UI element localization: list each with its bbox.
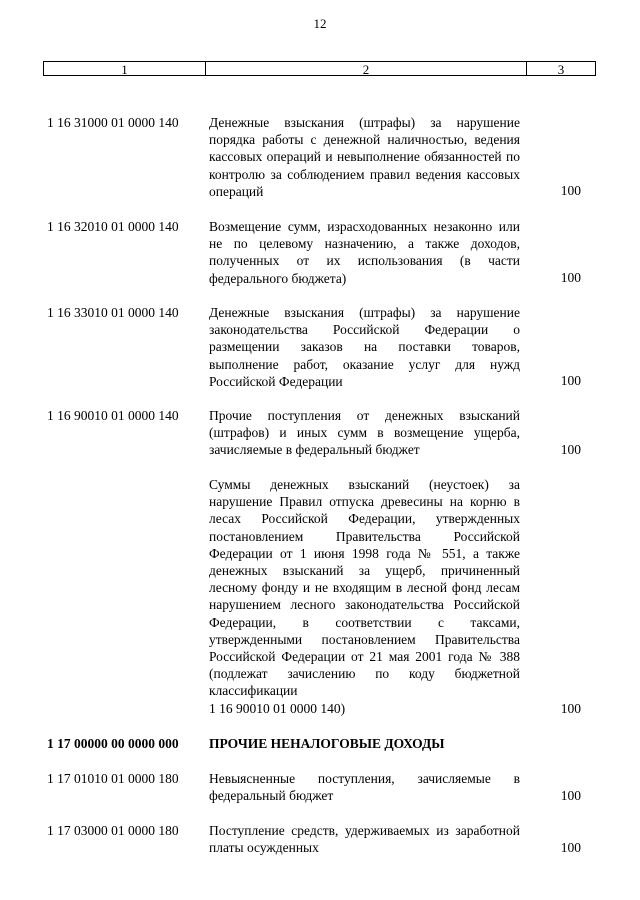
row-value: 100 [560,700,581,716]
row-value: 100 [560,442,581,457]
section-title: ПРОЧИЕ НЕНАЛОГОВЫЕ ДОХОДЫ [209,736,445,751]
row-description: Суммы денежных взысканий (неустоек) за нарушение Правил отпуска древесины на корню в лесах Российской Федерации, утвержденных постановлением Правительства Российской Федерации от 1 июня 1998 года № 551, а также денежных взысканий за ущерб, причиненный лесному фонду и не входящим в лесной фонд лесам нарушением лесного законодательства Российской Федерации, в соответствии с таксами, утвержденными постановлением Правительства Российской Федерации от 21 мая 2001 года № 388 (подлежат зачислению по коду бюджетной классификации [209,477,520,699]
row-code: 1 16 90010 01 0000 140 [47,408,179,423]
section-code: 1 17 00000 00 0000 000 [47,736,179,751]
row-code: 1 16 32010 01 0000 140 [47,219,179,234]
row-code: 1 17 01010 01 0000 180 [47,771,179,786]
row-value: 100 [560,373,581,388]
row-description: Денежные взыскания (штрафы) за нарушение порядка работы с денежной наличностью, ведения кассовых операций и невыполнение обязанностей по контролю за соблюдением правил ведения кассовых операций [209,115,520,199]
row-value: 100 [560,788,581,803]
row-value: 100 [560,840,581,855]
row-description: Возмещение сумм, израсходованных незаконно или не по целевому назначению, а также доходов, полученных от их использования (в части федерального бюджета) [209,219,520,286]
row-description: Невыясненные поступления, зачисляемые в федеральный бюджет [209,771,520,804]
column-header-3: 3 [557,62,565,77]
row-code: 1 17 03000 01 0000 180 [47,823,179,838]
row-description-tail: 1 16 90010 01 0000 140) [209,700,346,716]
row-description: Денежные взыскания (штрафы) за нарушение законодательства Российской Федерации о размещении заказов на поставки товаров, выполнение работ, оказание услуг для нужд Российской Федерации [209,305,520,389]
row-value: 100 [560,270,581,285]
column-header-row [43,61,596,76]
row-description: Прочие поступления от денежных взысканий (штрафов) и иных сумм в возмещение ущерба, зачисляемые в федеральный бюджет [209,408,520,458]
row-value: 100 [560,183,581,198]
row-code: 1 16 31000 01 0000 140 [47,115,179,130]
row-code: 1 16 33010 01 0000 140 [47,305,179,320]
column-header-1: 1 [44,62,206,75]
column-header-2: 2 [206,62,527,75]
row-description: Поступление средств, удерживаемых из заработной платы осужденных [209,823,520,856]
page-number: 12 [313,16,327,31]
